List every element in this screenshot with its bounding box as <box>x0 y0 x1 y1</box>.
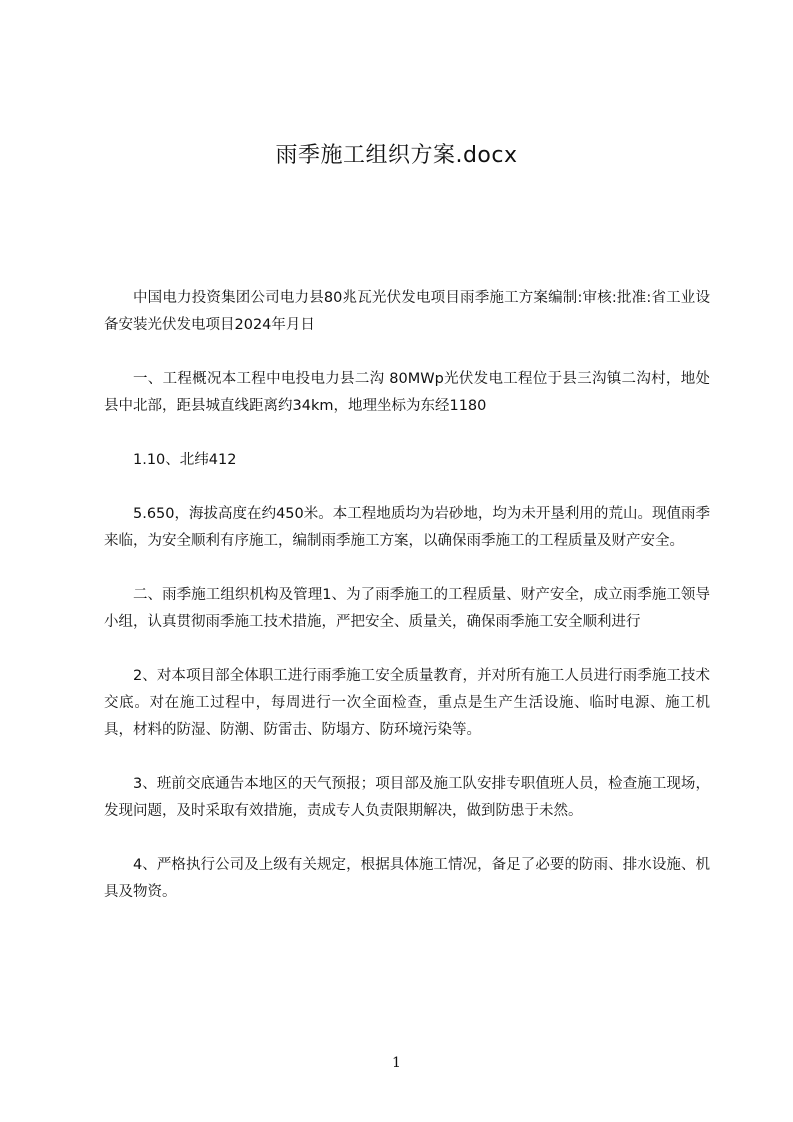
document-title: 雨季施工组织方案.docx <box>275 143 518 168</box>
paragraph-coordinates: 1.10、北纬412 <box>133 452 237 468</box>
paragraph-regulations: 4、严格执行公司及上级有关规定，根据具体施工情况，备足了必要的防雨、排水设施、机具及物资。 <box>104 857 710 900</box>
page-number: 1 <box>392 1055 401 1071</box>
paragraph-header-info: 中国电力投资集团公司电力县80兆瓦光伏发电项目雨季施工方案编制:审核:批准:省工业设备安装光伏发电项目2024年月日 <box>104 290 710 333</box>
paragraph-safety-education: 2、对本项目部全体职工进行雨季施工安全质量教育，并对所有施工人员进行雨季施工技术交底。对在施工过程中，每周进行一次全面检查，重点是生产生活设施、临时电源、施工机具，材料的防湿、防潮、防雷击、防塌方、防环境污染等。 <box>104 668 710 738</box>
document-body <box>104 285 710 933</box>
paragraph-organization: 二、雨季施工组织机构及管理1、为了雨季施工的工程质量、财产安全，成立雨季施工领导小组，认真贯彻雨季施工技术措施，严把安全、质量关，确保雨季施工安全顺利进行 <box>104 587 710 630</box>
paragraph-geology: 5.650，海拔高度在约450米。本工程地质均为岩砂地，均为未开垦利用的荒山。现值雨季来临，为安全顺利有序施工，编制雨季施工方案，以确保雨季施工的工程质量及财产安全。 <box>104 506 710 549</box>
paragraph-weather-briefing: 3、班前交底通告本地区的天气预报；项目部及施工队安排专职值班人员，检查施工现场，发现问题，及时采取有效措施，责成专人负责限期解决，做到防患于未然。 <box>104 776 710 819</box>
paragraph-project-overview: 一、工程概况本工程中电投电力县二沟 80MWp光伏发电工程位于县三沟镇二沟村，地处县中北部，距县城直线距离约34km，地理坐标为东经1180 <box>104 371 710 414</box>
